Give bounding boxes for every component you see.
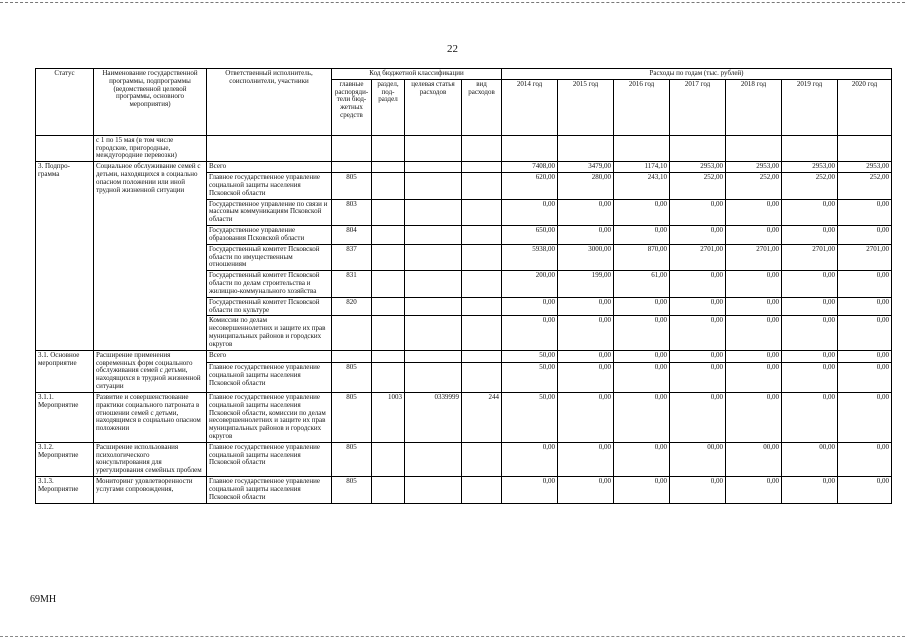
executor-cell: Главное государственное управление социальной защиты населения Псковской области [207, 173, 332, 199]
vr-cell [462, 477, 502, 503]
amount-cell: 0,00 [502, 316, 558, 350]
amount-cell: 0,00 [838, 350, 892, 362]
amount-cell: 0,00 [670, 392, 726, 442]
header-expenses: Расходы по годам (тыс. рублей) [502, 69, 892, 80]
executor-cell: Государственный комитет Псковской области по культуре [207, 297, 332, 316]
amount-cell: 0,00 [838, 297, 892, 316]
amount-cell: 0,00 [782, 392, 838, 442]
razdel-cell [372, 173, 405, 199]
executor-cell: Государственное управление по связи и массовым коммуникациям Псковской области [207, 199, 332, 225]
amount-cell: 620,00 [502, 173, 558, 199]
page-number: 22 [447, 43, 458, 55]
header-row-1 [36, 69, 892, 80]
grbs-cell: 805 [332, 392, 372, 442]
amount-cell: 0,00 [782, 226, 838, 245]
amount-cell: 0,00 [726, 199, 782, 225]
amount-cell: 50,00 [502, 392, 558, 442]
amount-cell: 0,00 [726, 226, 782, 245]
razdel-cell [372, 244, 405, 270]
amount-cell: 0,00 [614, 297, 670, 316]
vr-cell [462, 173, 502, 199]
csr-cell [405, 442, 462, 476]
amount-cell: 0,00 [670, 199, 726, 225]
empty-cell [670, 135, 726, 161]
amount-cell: 0,00 [614, 350, 670, 362]
top-scan-edge [0, 2, 905, 3]
empty-cell [558, 135, 614, 161]
csr-cell [405, 316, 462, 350]
empty-cell [332, 135, 372, 161]
table-row [36, 350, 892, 362]
amount-cell: 2953,00 [782, 162, 838, 173]
amount-cell: 00,00 [726, 442, 782, 476]
status-cell: 3.1.1. Мероприятие [36, 392, 94, 442]
amount-cell: 0,00 [838, 199, 892, 225]
razdel-cell [372, 442, 405, 476]
vr-cell [462, 199, 502, 225]
executor-cell: Главное государственное управление социальной защиты населения Псковской области [207, 477, 332, 503]
vr-cell [462, 226, 502, 245]
header-year: 2014 год [502, 79, 558, 135]
status-cell: 3.1.2. Мероприятие [36, 442, 94, 476]
amount-cell: 0,00 [782, 199, 838, 225]
amount-cell: 0,00 [614, 316, 670, 350]
csr-cell [405, 226, 462, 245]
razdel-cell: 1003 [372, 392, 405, 442]
header-year: 2016 год [614, 79, 670, 135]
amount-cell: 0,00 [782, 350, 838, 362]
header-year: 2015 год [558, 79, 614, 135]
csr-cell [405, 350, 462, 362]
amount-cell: 0,00 [782, 477, 838, 503]
status-cell: 3.1.3. Мероприятие [36, 477, 94, 503]
razdel-cell [372, 316, 405, 350]
razdel-cell [372, 271, 405, 297]
csr-cell [405, 199, 462, 225]
grbs-cell: 805 [332, 173, 372, 199]
razdel-cell [372, 199, 405, 225]
vr-cell [462, 271, 502, 297]
amount-cell: 0,00 [726, 297, 782, 316]
amount-cell: 1174,10 [614, 162, 670, 173]
amount-cell: 3000,00 [558, 244, 614, 270]
empty-cell [614, 135, 670, 161]
header-status: Статус [36, 69, 94, 136]
header-vr: вид расходов [462, 79, 502, 135]
csr-cell [405, 244, 462, 270]
program-name-cell: Социальное обслуживание семей с детьми, находящихся в социально опасном положении или иной трудной жизненной ситуации [94, 162, 207, 350]
header-year: 2020 год [838, 79, 892, 135]
grbs-cell: 837 [332, 244, 372, 270]
empty-cell [838, 135, 892, 161]
amount-cell: 252,00 [838, 173, 892, 199]
grbs-cell: 804 [332, 226, 372, 245]
carry-over-row [36, 135, 892, 161]
amount-cell: 0,00 [782, 271, 838, 297]
amount-cell: 0,00 [558, 199, 614, 225]
amount-cell: 0,00 [502, 297, 558, 316]
amount-cell: 0,00 [838, 362, 892, 392]
program-name-cell: Развитие и совершенствование практики социального патроната в отношении семей с детьми, находящимся в социально опасном положении [94, 392, 207, 442]
amount-cell: 0,00 [838, 392, 892, 442]
empty-cell [207, 135, 332, 161]
table-row [36, 392, 892, 442]
amount-cell: 0,00 [838, 316, 892, 350]
header-name: Наименование государственной программы, подпрограммы (ведомственной целевой программы, основного мероприятия) [94, 69, 207, 136]
amount-cell: 243,10 [614, 173, 670, 199]
vr-cell [462, 162, 502, 173]
amount-cell: 0,00 [670, 477, 726, 503]
amount-cell: 0,00 [838, 442, 892, 476]
amount-cell: 200,00 [502, 271, 558, 297]
razdel-cell [372, 226, 405, 245]
amount-cell: 0,00 [614, 477, 670, 503]
amount-cell: 0,00 [838, 226, 892, 245]
amount-cell: 0,00 [502, 199, 558, 225]
amount-cell: 0,00 [726, 350, 782, 362]
status-cell [36, 135, 94, 161]
vr-cell [462, 244, 502, 270]
csr-cell [405, 173, 462, 199]
razdel-cell [372, 162, 405, 173]
amount-cell: 0,00 [670, 362, 726, 392]
amount-cell: 0,00 [670, 226, 726, 245]
amount-cell: 0,00 [558, 350, 614, 362]
amount-cell: 0,00 [614, 199, 670, 225]
header-year: 2018 год [726, 79, 782, 135]
grbs-cell [332, 350, 372, 362]
amount-cell: 2953,00 [726, 162, 782, 173]
csr-cell [405, 297, 462, 316]
amount-cell: 2953,00 [670, 162, 726, 173]
amount-cell: 0,00 [558, 297, 614, 316]
amount-cell: 0,00 [726, 477, 782, 503]
amount-cell: 2701,00 [838, 244, 892, 270]
amount-cell: 50,00 [502, 362, 558, 392]
table-row [36, 477, 892, 503]
status-cell: 3.1. Основное мероприятие [36, 350, 94, 392]
razdel-cell [372, 350, 405, 362]
executor-cell: Государственный комитет Псковской области по имущественным отношениям [207, 244, 332, 270]
amount-cell: 0,00 [502, 442, 558, 476]
razdel-cell [372, 477, 405, 503]
amount-cell: 0,00 [614, 226, 670, 245]
header-executor: Ответственный исполнитель, соисполнители, участники [207, 69, 332, 136]
csr-cell: 0339999 [405, 392, 462, 442]
amount-cell: 0,00 [558, 362, 614, 392]
amount-cell: 650,00 [502, 226, 558, 245]
amount-cell: 50,00 [502, 350, 558, 362]
amount-cell: 0,00 [558, 226, 614, 245]
program-name-cell: Расширение применения современных форм социального обслуживания семей с детьми, находящихся в трудной жизненной ситуации [94, 350, 207, 392]
amount-cell: 280,00 [558, 173, 614, 199]
amount-cell: 252,00 [670, 173, 726, 199]
amount-cell: 3479,00 [558, 162, 614, 173]
footer-code: 69МН [30, 594, 57, 605]
amount-cell: 0,00 [782, 297, 838, 316]
carry-over-text: с 1 по 15 мая (в том числе городские, пригородные, междугородние перевозки) [94, 135, 207, 161]
amount-cell: 0,00 [726, 316, 782, 350]
csr-cell [405, 162, 462, 173]
grbs-cell: 803 [332, 199, 372, 225]
amount-cell: 0,00 [614, 392, 670, 442]
amount-cell: 0,00 [558, 392, 614, 442]
program-name-cell: Мониторинг удовлетворенности услугами сопровождения, [94, 477, 207, 503]
empty-cell [405, 135, 462, 161]
amount-cell: 2701,00 [782, 244, 838, 270]
table-row [36, 442, 892, 476]
executor-cell: Главное государственное управление социальной защиты населения Псковской области [207, 362, 332, 392]
executor-cell: Государственное управление образования Псковской области [207, 226, 332, 245]
amount-cell: 252,00 [726, 173, 782, 199]
amount-cell: 0,00 [670, 350, 726, 362]
vr-cell [462, 316, 502, 350]
amount-cell: 0,00 [614, 362, 670, 392]
amount-cell: 0,00 [558, 442, 614, 476]
amount-cell: 00,00 [782, 442, 838, 476]
header-razdel: раздел, под-раздел [372, 79, 405, 135]
header-year: 2017 год [670, 79, 726, 135]
amount-cell: 0,00 [558, 477, 614, 503]
amount-cell: 2953,00 [838, 162, 892, 173]
amount-cell: 2701,00 [670, 244, 726, 270]
vr-cell: 244 [462, 392, 502, 442]
grbs-cell: 820 [332, 297, 372, 316]
executor-cell: Всего [207, 350, 332, 362]
amount-cell: 00,00 [670, 442, 726, 476]
amount-cell: 0,00 [614, 442, 670, 476]
amount-cell: 0,00 [670, 271, 726, 297]
grbs-cell: 805 [332, 442, 372, 476]
amount-cell: 0,00 [670, 297, 726, 316]
table-row [36, 162, 892, 173]
table-body [36, 135, 892, 503]
razdel-cell [372, 297, 405, 316]
header-csr: целевая статья расходов [405, 79, 462, 135]
grbs-cell: 805 [332, 477, 372, 503]
amount-cell: 61,00 [614, 271, 670, 297]
header-kbk: Код бюджетной классификации [332, 69, 502, 80]
amount-cell: 0,00 [782, 316, 838, 350]
empty-cell [372, 135, 405, 161]
executor-cell: Комиссии по делам несовершеннолетних и защите их прав муниципальных районов и городских округов [207, 316, 332, 350]
grbs-cell: 831 [332, 271, 372, 297]
vr-cell [462, 362, 502, 392]
budget-table [35, 68, 892, 504]
bottom-scan-edge [0, 636, 905, 637]
amount-cell: 870,00 [614, 244, 670, 270]
grbs-cell [332, 316, 372, 350]
amount-cell: 0,00 [838, 271, 892, 297]
amount-cell: 0,00 [782, 362, 838, 392]
amount-cell: 0,00 [726, 271, 782, 297]
amount-cell: 0,00 [558, 316, 614, 350]
amount-cell: 7408,00 [502, 162, 558, 173]
program-name-cell: Расширение использования психологического консультирования для урегулирования семейных проблем [94, 442, 207, 476]
amount-cell: 199,00 [558, 271, 614, 297]
amount-cell: 0,00 [670, 316, 726, 350]
amount-cell: 0,00 [726, 362, 782, 392]
empty-cell [726, 135, 782, 161]
executor-cell: Всего [207, 162, 332, 173]
grbs-cell: 805 [332, 362, 372, 392]
vr-cell [462, 442, 502, 476]
header-grbs: главные распоряди-тели бюд-жетных средств [332, 79, 372, 135]
vr-cell [462, 350, 502, 362]
amount-cell: 0,00 [502, 477, 558, 503]
header-year: 2019 год [782, 79, 838, 135]
razdel-cell [372, 362, 405, 392]
amount-cell: 5938,00 [502, 244, 558, 270]
grbs-cell [332, 162, 372, 173]
amount-cell: 0,00 [838, 477, 892, 503]
executor-cell: Главное государственное управление социальной защиты населения Псковской области [207, 442, 332, 476]
amount-cell: 2701,00 [726, 244, 782, 270]
csr-cell [405, 477, 462, 503]
empty-cell [462, 135, 502, 161]
amount-cell: 0,00 [726, 392, 782, 442]
executor-cell: Главное государственное управление социальной защиты населения Псковской области, комиссии по делам несовершеннолетних и защите их прав муниципальных районов и городских округов [207, 392, 332, 442]
vr-cell [462, 297, 502, 316]
empty-cell [502, 135, 558, 161]
status-cell: 3. Подпро-грамма [36, 162, 94, 350]
amount-cell: 252,00 [782, 173, 838, 199]
csr-cell [405, 271, 462, 297]
executor-cell: Государственный комитет Псковской области по делам строительства и жилищно-коммунального хозяйства [207, 271, 332, 297]
empty-cell [782, 135, 838, 161]
csr-cell [405, 362, 462, 392]
